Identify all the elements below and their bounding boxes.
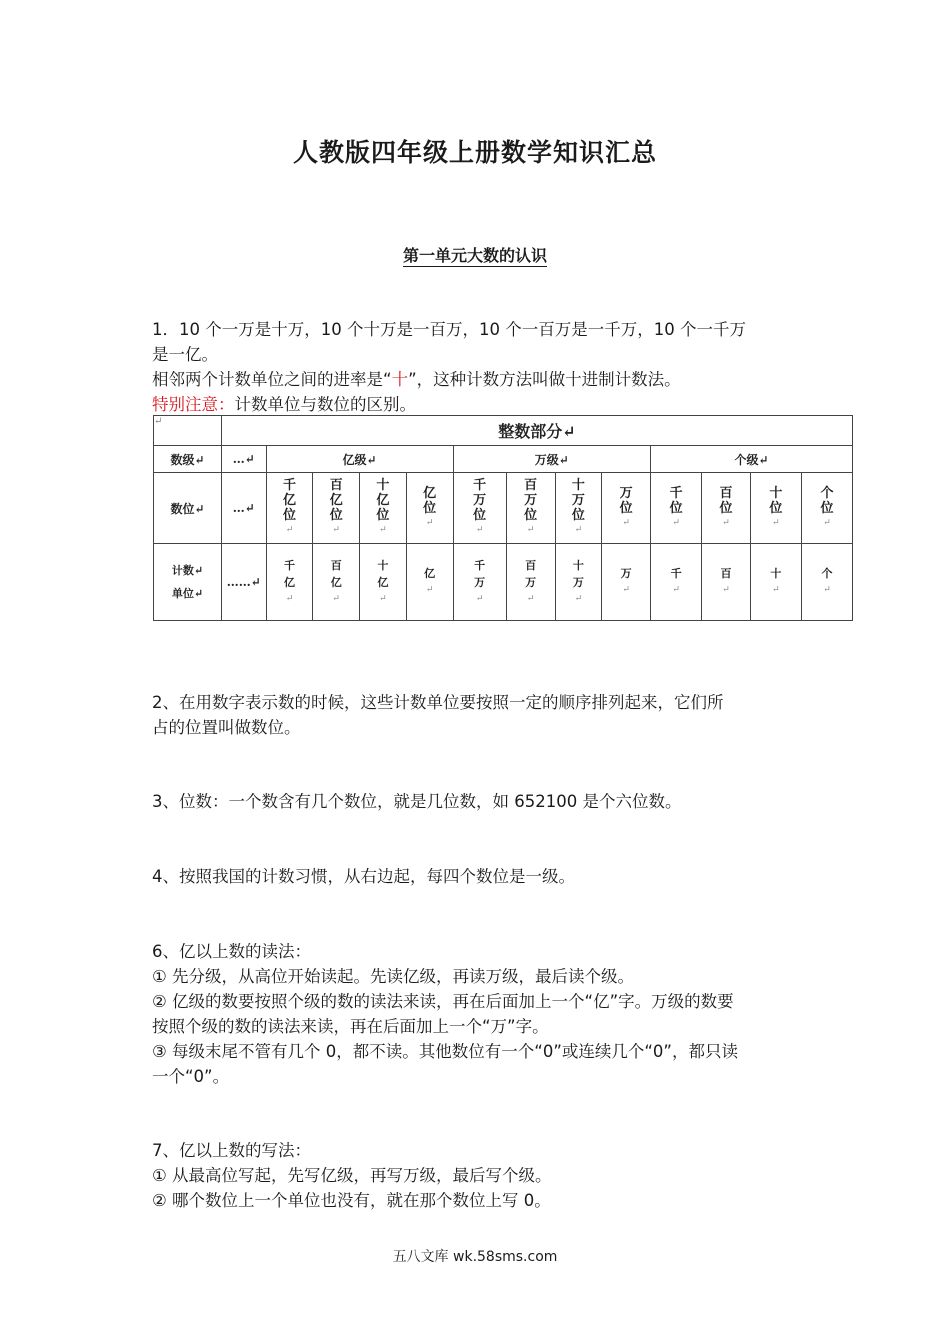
place-ellipsis: …↵ <box>221 473 266 544</box>
place-char: 位 <box>820 500 834 516</box>
unit-char: 百 <box>330 558 342 572</box>
place-cell <box>801 473 852 544</box>
place-cell <box>750 473 801 544</box>
unit-char: 百 <box>525 558 537 572</box>
cell-return-mark: ↵ <box>379 525 387 535</box>
place-value-table <box>153 415 853 621</box>
section-1-note <box>152 392 804 417</box>
place-cell <box>266 473 313 544</box>
unit-char: 万 <box>620 567 632 580</box>
place-char: 千 <box>669 485 683 501</box>
section-7 <box>152 1138 804 1213</box>
unit-char: 万 <box>572 575 584 589</box>
place-char: 十 <box>769 485 783 501</box>
place-cell <box>702 473 751 544</box>
unit-cell <box>266 544 313 621</box>
section-6-item-3a: ③ 每级末尾不管有几个 0，都不读。其他数位有一个“0”或连续几个“0”，都只读 <box>152 1042 738 1061</box>
unit-cell <box>453 544 506 621</box>
section-6-item-2a: ② 亿级的数要按照个级的数的读法来读，再在后面加上一个“亿”字。万级的数要 <box>152 992 734 1011</box>
cell-return-mark: ↵ <box>672 517 680 528</box>
unit-char: 个 <box>821 567 833 580</box>
unit-char: 亿 <box>424 567 436 580</box>
place-char: 位 <box>669 500 683 516</box>
cell-return-mark: ↵ <box>722 585 730 595</box>
place-char: 位 <box>376 508 390 523</box>
cell-return-mark: ↵ <box>285 593 294 604</box>
unit-label-line-1: 计数↵ <box>171 564 204 577</box>
place-char: 万 <box>524 493 538 508</box>
unit-ellipsis: ……↵ <box>221 544 266 621</box>
cell-return-mark: ↵ <box>622 517 630 528</box>
place-char: 百 <box>329 478 343 493</box>
table-corner-cell: ↵ <box>154 416 222 446</box>
unit-cell <box>313 544 360 621</box>
place-char: 万 <box>571 493 585 508</box>
line-2-post: ”，这种计数方法叫做十进制计数法。 <box>408 370 681 389</box>
cell-return-mark: ↵ <box>526 525 535 535</box>
section-6-item-1: ① 先分级，从高位开始读起。先读亿级，再读万级，最后读个级。 <box>152 967 635 986</box>
cell-return-mark: ↵ <box>672 585 680 595</box>
cell-return-mark: ↵ <box>425 517 434 528</box>
unit-char: 千 <box>283 558 295 572</box>
section-1-line-2 <box>152 367 804 392</box>
place-cell <box>555 473 602 544</box>
place-char: 十 <box>376 478 390 493</box>
section-3-line: 3、位数：一个数含有几个数位，就是几位数，如 652100 是个六位数。 <box>152 792 682 811</box>
unit-title <box>0 243 950 266</box>
unit-char: 十 <box>770 567 782 580</box>
unit-char: 千 <box>670 567 682 580</box>
section-6-item-2b: 按照个级的数的读法来读，再在后面加上一个“万”字。 <box>152 1017 549 1036</box>
level-wan: 万级↵ <box>453 446 651 473</box>
place-char: 亿 <box>282 493 296 508</box>
line-2-highlight: 十 <box>391 370 409 389</box>
place-cell <box>406 473 453 544</box>
unit-char: 万 <box>474 575 486 589</box>
unit-char: 十 <box>377 558 389 572</box>
section-2-line-b: 占的位置叫做数位。 <box>152 718 301 737</box>
section-6-item-3b: 一个“0”。 <box>152 1067 230 1086</box>
line-2-pre: 相邻两个计数单位之间的进率是“ <box>152 370 392 389</box>
row-label-place: 数位↵ <box>154 473 222 544</box>
section-7-item-1: ① 从最高位写起，先写亿级，再写万级，最后写个级。 <box>152 1166 552 1185</box>
unit-cell <box>801 544 852 621</box>
place-char: 十 <box>571 478 585 493</box>
cell-return-mark: ↵ <box>772 517 780 528</box>
section-6-heading: 6、亿以上数的读法： <box>152 942 311 961</box>
place-char: 百 <box>524 478 538 493</box>
place-cell <box>360 473 407 544</box>
level-ge: 个级↵ <box>651 446 853 473</box>
cell-return-mark: ↵ <box>475 593 484 604</box>
place-char: 万 <box>473 493 487 508</box>
note-text: 计数单位与数位的区别。 <box>234 395 416 414</box>
place-char: 位 <box>282 508 296 523</box>
unit-char: 亿 <box>330 575 342 589</box>
cell-return-mark: ↵ <box>285 525 294 535</box>
cell-return-mark: ↵ <box>475 525 484 535</box>
footer-watermark: 五八文库 wk.58sms.com <box>392 1249 558 1265</box>
section-7-heading: 7、亿以上数的写法： <box>152 1141 311 1160</box>
unit-label-line-2: 单位↵ <box>171 587 204 600</box>
section-1-line-1b: 是一亿。 <box>152 345 218 364</box>
place-char: 千 <box>473 478 487 493</box>
unit-cell <box>406 544 453 621</box>
level-ellipsis: …↵ <box>221 446 266 473</box>
unit-cell <box>702 544 751 621</box>
place-char: 位 <box>619 500 633 516</box>
cell-return-mark: ↵ <box>332 593 340 604</box>
place-char: 个 <box>820 485 834 501</box>
note-label: 特别注意： <box>152 395 235 414</box>
place-char: 亿 <box>423 485 437 501</box>
place-char: 亿 <box>329 493 343 508</box>
place-char: 百 <box>719 485 733 501</box>
level-yi: 亿级↵ <box>266 446 453 473</box>
cell-return-mark: ↵ <box>622 585 630 595</box>
place-cell <box>313 473 360 544</box>
cell-return-mark: ↵ <box>823 517 831 528</box>
unit-char: 亿 <box>377 575 389 589</box>
cell-return-mark: ↵ <box>574 525 583 535</box>
section-3 <box>152 789 804 814</box>
unit-cell <box>506 544 555 621</box>
place-cell <box>506 473 555 544</box>
unit-cell <box>555 544 602 621</box>
cell-return-mark: ↵ <box>574 593 583 604</box>
unit-title-text: 第一单元大数的认识 <box>402 246 547 265</box>
section-2 <box>152 690 804 740</box>
section-6 <box>152 939 804 1089</box>
unit-char: 百 <box>720 567 732 580</box>
unit-cell <box>360 544 407 621</box>
unit-char: 万 <box>525 575 537 589</box>
section-4 <box>152 864 804 889</box>
section-7-item-2: ② 哪个数位上一个单位也没有，就在那个数位上写 0。 <box>152 1191 551 1210</box>
section-4-line: 4、按照我国的计数习惯，从右边起，每四个数位是一级。 <box>152 867 575 886</box>
place-cell <box>651 473 702 544</box>
row-label-unit <box>154 544 222 621</box>
place-char: 千 <box>282 478 296 493</box>
cell-return-mark: ↵ <box>526 593 535 604</box>
cell-return-mark: ↵ <box>425 585 434 595</box>
section-2-line-a: 2、在用数字表示数的时候，这些计数单位要按照一定的顺序排列起来，它们所 <box>152 693 724 712</box>
unit-cell <box>651 544 702 621</box>
place-char: 位 <box>329 508 343 523</box>
place-value-table-image <box>153 415 834 621</box>
place-char: 位 <box>571 508 585 523</box>
unit-cell <box>750 544 801 621</box>
unit-char: 千 <box>474 558 486 572</box>
place-char: 位 <box>524 508 538 523</box>
unit-cell <box>602 544 651 621</box>
section-1 <box>152 317 804 417</box>
cell-return-mark: ↵ <box>823 585 831 595</box>
cell-return-mark: ↵ <box>722 517 730 528</box>
place-char: 万 <box>619 485 633 501</box>
place-char: 位 <box>423 500 437 516</box>
place-cell <box>602 473 651 544</box>
integer-part-header: 整数部分↵ <box>221 416 852 446</box>
place-char: 亿 <box>376 493 390 508</box>
section-1-line-1a: 1．10 个一万是十万，10 个十万是一百万，10 个一百万是一千万，10 个一千万 <box>152 320 746 339</box>
place-char: 位 <box>719 500 733 516</box>
unit-char: 十 <box>572 558 584 572</box>
place-char: 位 <box>473 508 487 523</box>
place-cell <box>453 473 506 544</box>
document-title: 人教版四年级上册数学知识汇总 <box>292 138 657 167</box>
cell-return-mark: ↵ <box>332 525 340 535</box>
row-label-level: 数级↵ <box>154 446 222 473</box>
place-char: 位 <box>769 500 783 516</box>
cell-return-mark: ↵ <box>772 585 780 595</box>
unit-char: 亿 <box>283 575 295 589</box>
cell-return-mark: ↵ <box>379 593 387 604</box>
